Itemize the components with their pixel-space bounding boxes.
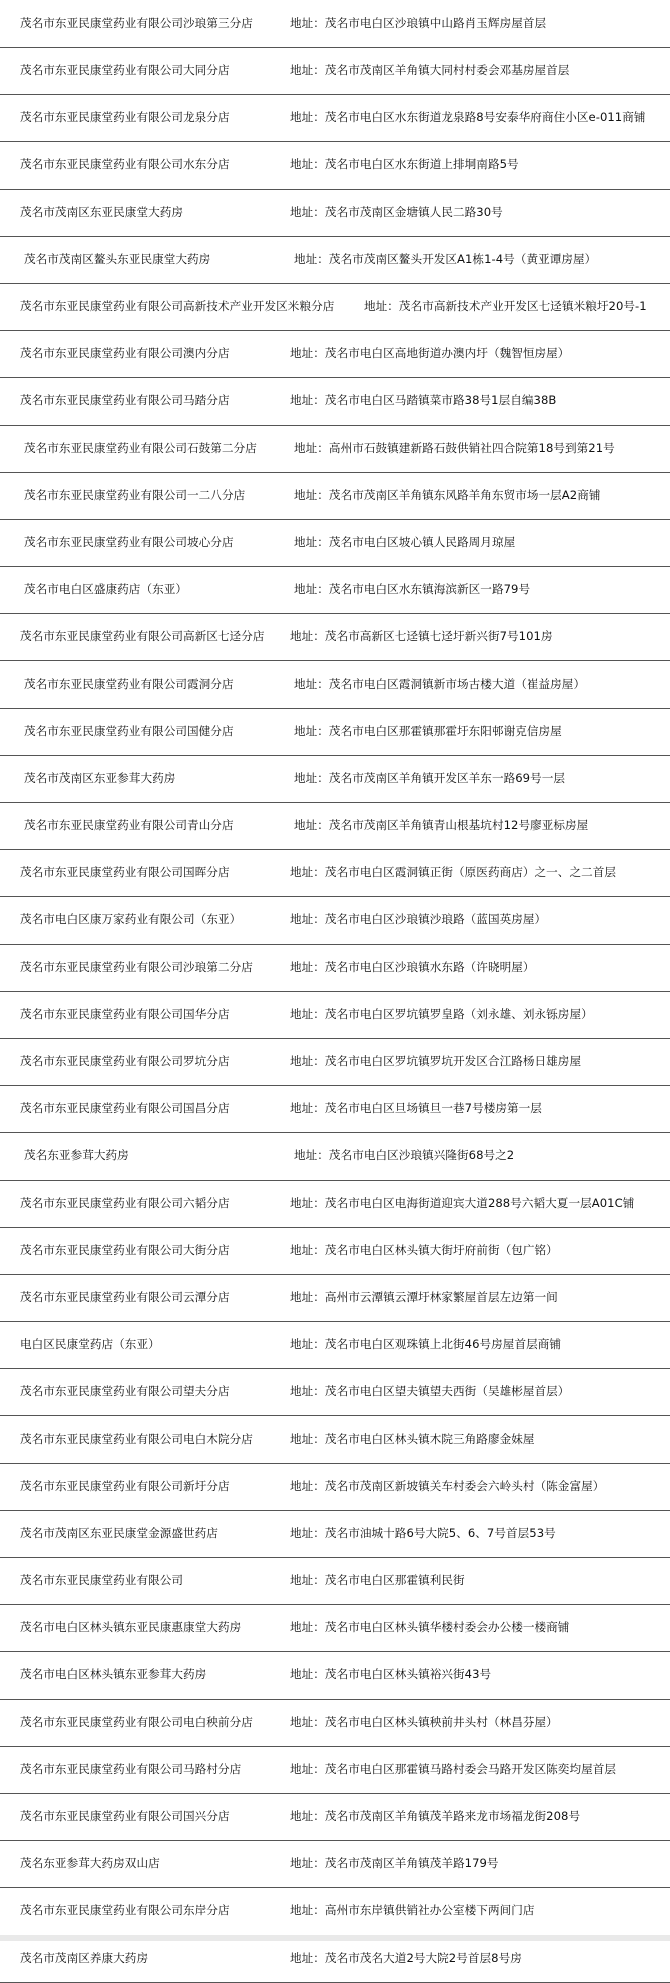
list-item: [0, 1181, 670, 1228]
store-address: 地址：茂名市电白区旦场镇旦一巷7号楼房第一层: [290, 1101, 542, 1116]
list-item: [0, 48, 670, 95]
store-name: 茂名市东亚民康堂药业有限公司水东分店: [20, 157, 230, 172]
store-name: 茂名市东亚民康堂药业有限公司一二八分店: [24, 487, 246, 502]
store-name: 茂名市茂南区鳌头东亚民康堂大药房: [24, 252, 211, 267]
list-item: [0, 1369, 670, 1416]
store-address: 地址：茂名市电白区那霍镇马路村委会马路开发区陈奕均屋首层: [290, 1762, 617, 1777]
list-item: [0, 1133, 670, 1180]
list-item: [0, 614, 670, 661]
store-name: 茂名市东亚民康堂药业有限公司高新技术产业开发区米粮分店: [20, 299, 335, 314]
list-item: [0, 284, 670, 331]
list-item: [0, 378, 670, 425]
list-item: [0, 945, 670, 992]
store-address: 地址：茂名市茂南区羊角镇茂羊路来龙市场福龙街208号: [290, 1809, 581, 1824]
store-name: 茂名市茂南区东亚参茸大药房: [24, 771, 176, 786]
store-address: 地址：茂名市高新技术产业开发区七迳镇米粮圩20号-1: [364, 299, 647, 314]
store-address: 地址：茂名市电白区高地街道办澳内圩（魏智恒房屋）: [290, 346, 570, 361]
list-item: [0, 1747, 670, 1794]
list-item: [0, 756, 670, 803]
store-address: 地址：茂名市茂南区新坡镇关车村委会六岭头村（陈金富屋）: [290, 1478, 605, 1493]
store-address: 地址：茂名市电白区电海街道迎宾大道288号六韬大夏一层A01C铺: [290, 1195, 635, 1210]
store-name: 茂名市东亚民康堂药业有限公司国健分店: [24, 723, 234, 738]
store-address: 地址：高州市云潭镇云潭圩林家繁屋首层左边第一间: [290, 1290, 558, 1305]
store-name: 茂名市东亚民康堂药业有限公司大街分店: [20, 1242, 230, 1257]
list-item: [0, 331, 670, 378]
store-name: 茂名市电白区林头镇东亚参茸大药房: [20, 1667, 207, 1682]
store-address: 地址：茂名市电白区霞洞镇正街（原医药商店）之一、之二首层: [290, 865, 617, 880]
store-name: 茂名市东亚民康堂药业有限公司石鼓第二分店: [24, 440, 257, 455]
list-item: [0, 567, 670, 614]
store-address: 地址：茂名市高新区七迳镇七迳圩新兴街7号101房: [290, 629, 553, 644]
list-item: [0, 850, 670, 897]
list-item: [0, 1794, 670, 1841]
store-address: 地址：茂名市电白区霞洞镇新市场古楼大道（崔益房屋）: [294, 676, 586, 691]
store-address: 地址：茂名市电白区马踏镇菜市路38号1层自编38B: [290, 393, 557, 408]
list-item: [0, 1888, 670, 1935]
store-name: 茂名市东亚民康堂药业有限公司坡心分店: [24, 535, 234, 550]
bottom-divider: [0, 1935, 670, 1941]
store-name: 茂名市东亚民康堂药业有限公司澳内分店: [20, 346, 230, 361]
store-address: 地址：茂名市电白区林头镇秧前井头村（林昌芬屋）: [290, 1714, 558, 1729]
list-item: [0, 992, 670, 1039]
store-address: 地址：茂名市茂南区羊角镇开发区羊东一路69号一层: [294, 771, 566, 786]
list-item: [0, 1464, 670, 1511]
list-item: [0, 1936, 670, 1983]
store-address: 地址：茂名市电白区观珠镇上北街46号房屋首层商铺: [290, 1337, 562, 1352]
store-address: 地址：茂名市电白区那霍镇那霍圩东阳邨谢克信房屋: [294, 723, 562, 738]
store-address: 地址：茂名市电白区那霍镇利民街: [290, 1573, 465, 1588]
store-name: 茂名市东亚民康堂药业有限公司国兴分店: [20, 1809, 230, 1824]
store-name: 茂名市东亚民康堂药业有限公司霞洞分店: [24, 676, 234, 691]
list-item: [0, 1700, 670, 1747]
store-address: 地址：茂名市电白区沙琅镇中山路肖玉辉房屋首层: [290, 15, 547, 30]
list-item: [0, 1228, 670, 1275]
store-address: 地址：茂名市电白区沙琅镇水东路（许晓明屋）: [290, 959, 535, 974]
list-item: [0, 1275, 670, 1322]
list-item: [0, 709, 670, 756]
list-item: [0, 803, 670, 850]
store-name: 茂名市茂南区东亚民康堂大药房: [20, 204, 184, 219]
store-name: 茂名市东亚民康堂药业有限公司国晖分店: [20, 865, 230, 880]
store-name: 茂名市东亚民康堂药业有限公司龙泉分店: [20, 110, 230, 125]
list-item: [0, 1558, 670, 1605]
store-address: 地址：茂名市茂名大道2号大院2号首层8号房: [290, 1950, 522, 1965]
store-name: 茂名市东亚民康堂药业有限公司罗坑分店: [20, 1054, 230, 1069]
store-address: 地址：高州市石鼓镇建新路石鼓供销社四合院第18号到第21号: [294, 440, 615, 455]
store-address: 地址：茂名市电白区林头镇裕兴街43号: [290, 1667, 492, 1682]
list-item: [0, 1652, 670, 1699]
store-name: 茂名市茂南区东亚民康堂金源盛世药店: [20, 1526, 218, 1541]
store-address: 地址：茂名市茂南区羊角镇茂羊路179号: [290, 1856, 499, 1871]
store-name: 茂名市电白区林头镇东亚民康惠康堂大药房: [20, 1620, 242, 1635]
store-address: 地址：茂名市电白区坡心镇人民路周月琼屋: [294, 535, 516, 550]
store-name: 电白区民康堂药店（东亚）: [20, 1337, 160, 1352]
store-address: 地址：茂名市茂南区羊角镇大同村村委会邓基房屋首层: [290, 63, 570, 78]
store-address: 地址：茂名市茂南区金塘镇人民二路30号: [290, 204, 503, 219]
store-name: 茂名市东亚民康堂药业有限公司沙琅第二分店: [20, 959, 253, 974]
list-item: [0, 1086, 670, 1133]
store-address: 地址：茂名市茂南区鳌头开发区A1栋1-4号（黄亚谭房屋）: [294, 252, 597, 267]
store-name: 茂名市东亚民康堂药业有限公司云潭分店: [20, 1290, 230, 1305]
list-item: [0, 1039, 670, 1086]
store-name: 茂名市东亚民康堂药业有限公司大同分店: [20, 63, 230, 78]
store-address: 地址：茂名市电白区水东镇海滨新区一路79号: [294, 582, 531, 597]
store-address: 地址：茂名市电白区罗坑镇罗坑开发区合江路杨日雄房屋: [290, 1054, 582, 1069]
store-address: 地址：茂名市电白区水东街道上排垌南路5号: [290, 157, 519, 172]
store-address: 地址：茂名市电白区望夫镇望夫西街（吴雄彬屋首层）: [290, 1384, 570, 1399]
list-item: [0, 142, 670, 189]
store-address: 地址：茂名市电白区水东街道龙泉路8号安泰华府商住小区e-011商铺: [290, 110, 646, 125]
list-item: [0, 95, 670, 142]
store-address: 地址：茂名市电白区林头镇木院三角路廖金妹屋: [290, 1431, 535, 1446]
store-name: 茂名市东亚民康堂药业有限公司青山分店: [24, 818, 234, 833]
store-name: 茂名市东亚民康堂药业有限公司马踏分店: [20, 393, 230, 408]
list-item: [0, 1416, 670, 1463]
list-item: [0, 661, 670, 708]
store-address: 地址：茂名市电白区沙琅镇沙琅路（蓝国英房屋）: [290, 912, 547, 927]
store-name: 茂名市茂南区养康大药房: [20, 1950, 149, 1965]
store-address: 地址：茂名市电白区林头镇华楼村委会办公楼一楼商铺: [290, 1620, 570, 1635]
store-address: 地址：茂名市油城十路6号大院5、6、7号首层53号: [290, 1526, 556, 1541]
store-name: 茂名市东亚民康堂药业有限公司六韬分店: [20, 1195, 230, 1210]
store-name: 茂名市东亚民康堂药业有限公司望夫分店: [20, 1384, 230, 1399]
store-name: 茂名市东亚民康堂药业有限公司国昌分店: [20, 1101, 230, 1116]
list-item: [0, 426, 670, 473]
store-name: 茂名市东亚民康堂药业有限公司电白木院分店: [20, 1431, 253, 1446]
store-name: 茂名市东亚民康堂药业有限公司马路村分店: [20, 1762, 242, 1777]
list-item: [0, 1841, 670, 1888]
store-name: 茂名市电白区康万家药业有限公司（东亚）: [20, 912, 242, 927]
store-name: 茂名市东亚民康堂药业有限公司高新区七迳分店: [20, 629, 265, 644]
store-name: 茂名市东亚民康堂药业有限公司沙琅第三分店: [20, 15, 253, 30]
store-address: 地址：茂名市电白区沙琅镇兴隆街68号之2: [294, 1148, 515, 1163]
list-item: [0, 473, 670, 520]
store-address: 地址：茂名市茂南区羊角镇青山根基坑村12号廖亚标房屋: [294, 818, 589, 833]
list-item: [0, 520, 670, 567]
list-item: [0, 897, 670, 944]
store-name: 茂名市东亚民康堂药业有限公司东岸分店: [20, 1903, 230, 1918]
list-item: [0, 1511, 670, 1558]
store-name: 茂名东亚参茸大药房双山店: [20, 1856, 160, 1871]
store-name: 茂名市东亚民康堂药业有限公司: [20, 1573, 184, 1588]
list-item: [0, 190, 670, 237]
list-item: [0, 1605, 670, 1652]
store-name: 茂名市电白区盛康药店（东亚）: [24, 582, 188, 597]
store-name: 茂名东亚参茸大药房: [24, 1148, 129, 1163]
store-name: 茂名市东亚民康堂药业有限公司新圩分店: [20, 1478, 230, 1493]
store-address: 地址：茂名市电白区罗坑镇罗皇路（刘永雄、刘永铄房屋）: [290, 1007, 593, 1022]
list-item: [0, 0, 670, 48]
list-item: [0, 237, 670, 284]
store-name: 茂名市东亚民康堂药业有限公司电白秧前分店: [20, 1714, 253, 1729]
store-name: 茂名市东亚民康堂药业有限公司国华分店: [20, 1007, 230, 1022]
list-item: [0, 1322, 670, 1369]
store-address: 地址：茂名市电白区林头镇大街圩府前街（包广铭）: [290, 1242, 558, 1257]
store-address: 地址：茂名市茂南区羊角镇东风路羊角东贸市场一层A2商铺: [294, 487, 601, 502]
store-address: 地址：高州市东岸镇供销社办公室楼下两间门店: [290, 1903, 535, 1918]
